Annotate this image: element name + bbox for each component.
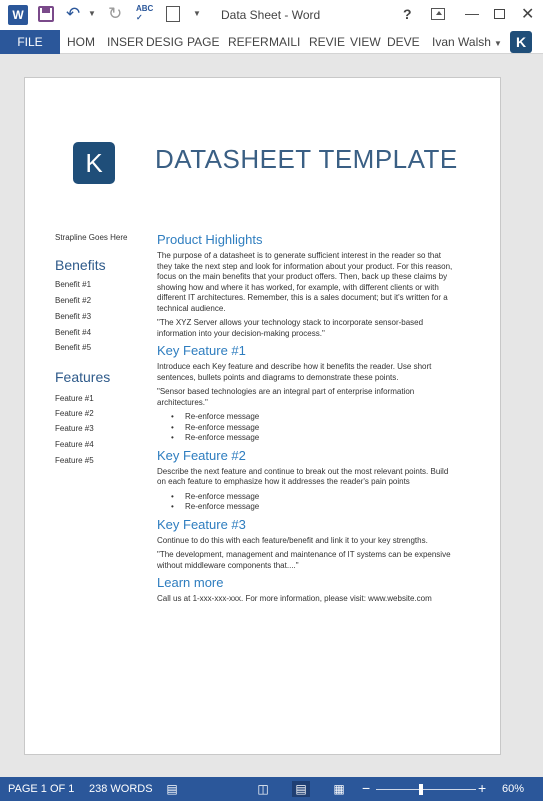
document-area[interactable] (0, 55, 543, 777)
web-layout-icon[interactable]: ▦ (333, 782, 345, 796)
zoom-slider-thumb[interactable] (419, 784, 423, 795)
tab-design[interactable]: DESIG (146, 35, 184, 49)
title-bar (0, 0, 543, 30)
benefit-item: Benefit #4 (55, 328, 92, 337)
avatar[interactable]: K (510, 31, 532, 53)
feature-item: Feature #3 (55, 424, 94, 433)
bullet-list (171, 412, 457, 444)
undo-icon[interactable]: ↶ (66, 4, 81, 23)
strapline: Strapline Goes Here (55, 233, 128, 242)
company-logo: K (73, 142, 115, 184)
spelling-icon[interactable]: ABC ✓ (136, 4, 154, 22)
document-heading: DATASHEET TEMPLATE (155, 144, 458, 174)
print-layout-icon[interactable]: ▤ (292, 781, 310, 797)
redo-icon[interactable]: ↻ (108, 4, 123, 23)
paragraph: Introduce each Key feature and describe how it benefits the reader. Use short sentences, bullets points and diagrams to demonstrate these points. (157, 362, 432, 382)
tab-mailings[interactable]: MAILI (269, 35, 301, 49)
benefit-item: Benefit #1 (55, 280, 92, 289)
paragraph: Describe the next feature and continue to break out the most relevant points. Build on each feature to emphasize how it addresses the reader's pain points (157, 466, 449, 486)
page-count[interactable]: PAGE 1 OF 1 (8, 783, 75, 795)
ribbon-tabs (0, 30, 543, 54)
zoom-in-button[interactable]: + (478, 780, 487, 796)
benefit-item: Benefit #5 (55, 343, 92, 352)
bullet-item: • Re-enforce message (171, 502, 457, 513)
document-title: Data Sheet - Word (221, 8, 321, 22)
product-highlights-heading: Product Highlights (157, 232, 263, 247)
benefits-heading: Benefits (55, 257, 106, 273)
bullet-item: • Re-enforce message (171, 492, 457, 503)
close-button[interactable]: ✕ (521, 6, 535, 23)
status-bar (0, 777, 543, 801)
feature-item: Feature #1 (55, 394, 94, 403)
ribbon-display-options-icon[interactable] (431, 8, 445, 20)
zoom-slider[interactable] (376, 789, 476, 790)
bullet-item: • Re-enforce message (171, 412, 457, 423)
tab-developer[interactable]: DEVE (387, 35, 420, 49)
tab-home[interactable]: HOM (67, 35, 95, 49)
user-dropdown-icon[interactable]: ▼ (494, 39, 502, 48)
save-icon[interactable] (38, 6, 54, 22)
key-feature-2-heading: Key Feature #2 (157, 447, 246, 463)
benefit-item: Benefit #3 (55, 312, 92, 321)
zoom-level[interactable]: 60% (502, 783, 525, 795)
paragraph: Continue to do this with each feature/benefit and link it to your key strengths. (157, 535, 428, 545)
feature-item: Feature #5 (55, 456, 94, 465)
feature-item: Feature #4 (55, 440, 94, 449)
quote: "Sensor based technologies are an integral part of enterprise information architectures." (157, 387, 415, 407)
tab-review[interactable]: REVIE (309, 35, 346, 49)
undo-dropdown-icon[interactable]: ▼ (88, 9, 96, 18)
read-mode-icon[interactable]: ◫ (257, 782, 269, 796)
spelling-icon-text: ABC (136, 4, 154, 13)
tab-references[interactable]: REFER (228, 35, 269, 49)
bullet-list (171, 492, 457, 513)
maximize-button[interactable] (494, 9, 505, 19)
main-content (157, 232, 457, 609)
tab-page-layout[interactable]: PAGE (187, 35, 220, 49)
minimize-button[interactable]: — (465, 5, 479, 21)
learn-more-heading: Learn more (157, 575, 224, 590)
zoom-out-button[interactable]: − (362, 780, 371, 796)
user-name[interactable]: Ivan Walsh (432, 35, 491, 49)
tab-insert[interactable]: INSER (107, 35, 144, 49)
key-feature-3-heading: Key Feature #3 (157, 516, 246, 532)
contact-paragraph: Call us at 1-xxx-xxx-xxx. For more information, please visit: www.website.com (157, 594, 432, 603)
quote: "The development, management and maintenance of IT systems can be expensive without middleware components that...." (157, 550, 451, 570)
features-heading: Features (55, 369, 111, 385)
quote: "The XYZ Server allows your technology stack to incorporate sensor-based information into your decision-making process." (157, 318, 424, 338)
tab-file[interactable]: FILE (0, 30, 60, 54)
feature-item: Feature #2 (55, 409, 94, 418)
copy-format-icon[interactable] (166, 6, 180, 22)
key-feature-1-heading: Key Feature #1 (157, 343, 246, 358)
document-page[interactable] (24, 77, 501, 755)
bullet-item: • Re-enforce message (171, 433, 457, 444)
word-count[interactable]: 238 WORDS (89, 783, 153, 795)
tab-view[interactable]: VIEW (350, 35, 381, 49)
proofing-icon[interactable]: ▤ (166, 782, 178, 796)
help-button[interactable]: ? (403, 6, 412, 22)
paragraph: The purpose of a datasheet is to generate sufficient interest in the reader so that they take the next step and look for information about your product. For this reason, focus on the main benefits that your product offers. Then, back up these claims by showing how and where it has worked, for example, with different clients or with different IT architectures. Remember, this is a sales document; but it's written for a technical audience. (157, 251, 453, 313)
word-app-icon[interactable]: W (8, 5, 28, 25)
customize-qat-icon[interactable]: ▼ (193, 9, 201, 18)
benefit-item: Benefit #2 (55, 296, 92, 305)
bullet-item: • Re-enforce message (171, 423, 457, 434)
